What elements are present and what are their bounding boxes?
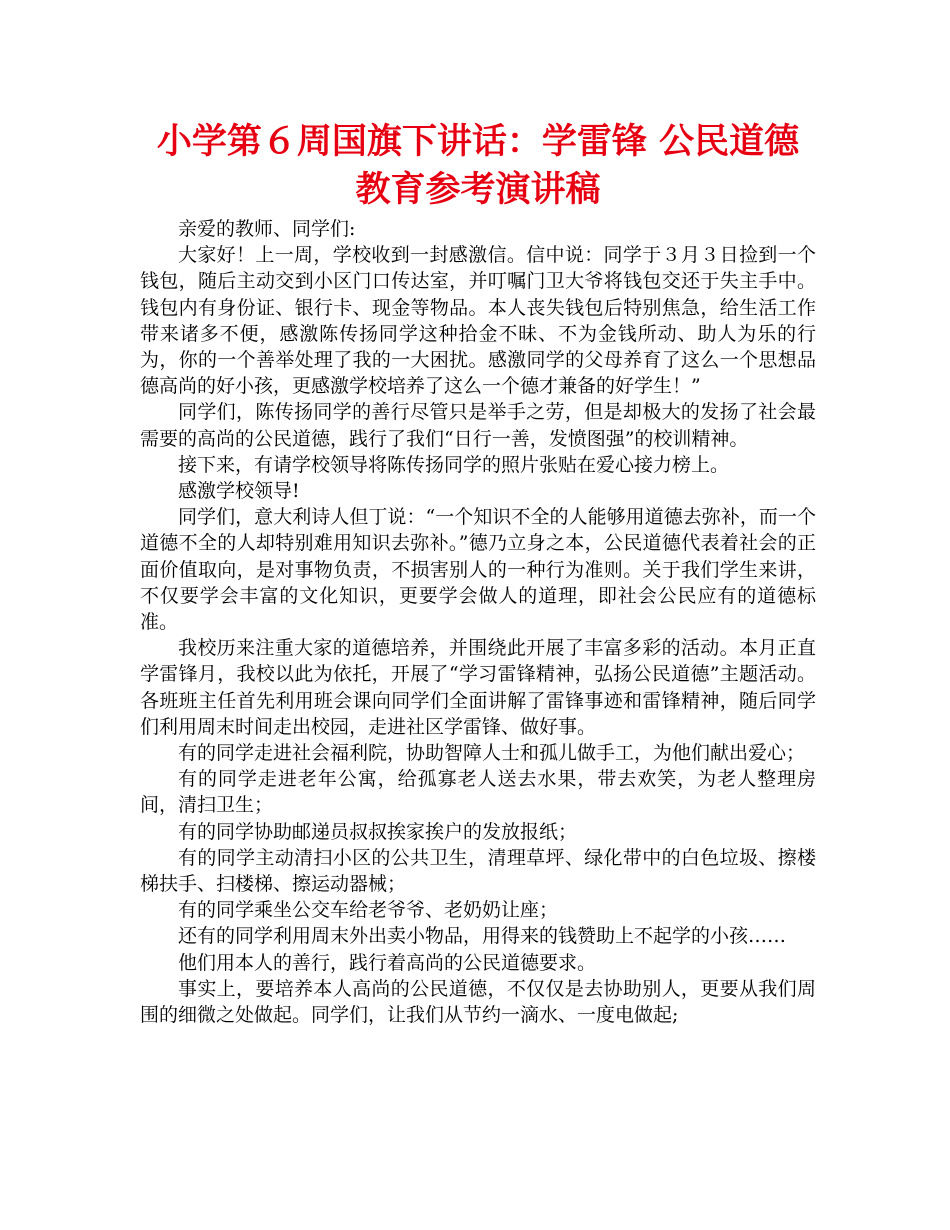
paragraph: 同学们，意大利诗人但丁说：“一个知识不全的人能够用道德去弥补，而一个道德不全的人却特别难用知识去弥补。”德乃立身之本，公民道德代表着社会的正面价值取向，是对事物负责，不损害别人的一种行为准则。关于我们学生来讲，不仅要学会丰富的文化知识，更要学会做人的道理，即社会公民应有的道德标准。	[140, 506, 816, 634]
paragraph: 接下来，有请学校领导将陈传扬同学的照片张贴在爱心接力榜上。	[178, 453, 730, 476]
document-page	[140, 118, 816, 1028]
paragraph: 有的同学乘坐公交车给老爷爷、老奶奶让座；	[178, 899, 559, 922]
paragraph: 同学们，陈传扬同学的善行尽管只是举手之劳，但是却极大的发扬了社会最需要的高尚的公民道德，践行了我们“日行一善，发愤图强”的校训精神。	[140, 401, 816, 450]
paragraph-letter: 大家好！上一周，学校收到一封感激信。信中说：同学于３月３日捡到一个钱包，随后主动交到小区门口传达室，并叮嘱门卫大爷将钱包交还于失主手中。钱包内有身份证、银行卡、现金等物品。本人丧失钱包后特别焦急，给生活工作带来诸多不便，感激陈传扬同学这种拾金不昧、不为金钱所动、助人为乐的行为，你的一个善举处理了我的一大困扰。感激同学的父母养育了这么一个思想品德高尚的好小孩，更感激学校培养了这么一个德才兼备的好学生！”	[140, 244, 816, 398]
paragraph: 他们用本人的善行，践行着高尚的公民道德要求。	[178, 951, 597, 974]
document-title: 小学第６周国旗下讲话：学雷锋 公民道德教育参考演讲稿	[156, 122, 800, 210]
paragraph: 还有的同学利用周末外出卖小物品，用得来的钱赞助上不起学的小孩……	[178, 925, 787, 948]
document-body	[140, 216, 816, 1028]
paragraph: 有的同学走进老年公寓，给孤寡老人送去水果，带去欢笑，为老人整理房间，清扫卫生；	[140, 768, 816, 817]
paragraph: 感激学校领导!	[178, 480, 300, 503]
paragraph: 我校历来注重大家的道德培养，并围绕此开展了丰富多彩的活动。本月正直学雷锋月，我校以此为依托，开展了“学习雷锋精神，弘扬公民道德”主题活动。各班班主任首先利用班会课向同学们全面讲解了雷锋事迹和雷锋精神，随后同学们利用周末时间走出校园，走进社区学雷锋、做好事。	[140, 637, 816, 738]
paragraph: 事实上，要培养本人高尚的公民道德，不仅仅是去协助别人，更要从我们周围的细微之处做起。同学们，让我们从节约一滴水、一度电做起;	[140, 977, 816, 1027]
paragraph: 有的同学走进社会福利院，协助智障人士和孤儿做手工，为他们献出爱心；	[178, 742, 806, 765]
paragraph-greeting: 亲爱的教师、同学们:	[178, 218, 356, 240]
paragraph: 有的同学主动清扫小区的公共卫生，清理草坪、绿化带中的白色垃圾、擦楼梯扶手、扫楼梯、擦运动器械；	[140, 846, 816, 896]
paragraph: 有的同学协助邮递员叔叔挨家挨户的发放报纸；	[178, 820, 578, 843]
